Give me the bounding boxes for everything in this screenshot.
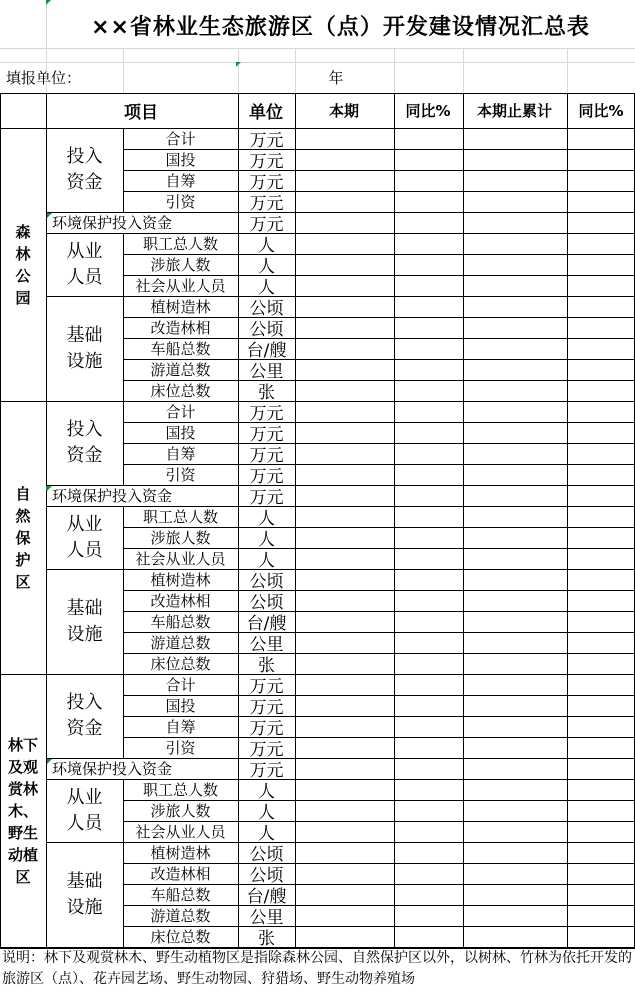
row-label: 游道总数 [150, 361, 211, 379]
column-border [567, 401, 568, 674]
row-unit: 人 [258, 782, 275, 802]
header-cumulative: 本期止累计 [476, 102, 552, 120]
row-label: 改造林相 [150, 319, 211, 337]
gridline [394, 48, 395, 93]
gridline [567, 48, 568, 93]
row-label: 植树造林 [150, 298, 211, 316]
header-unit: 单位 [249, 103, 283, 123]
row-label: 床位总数 [150, 382, 211, 400]
gridline [0, 48, 635, 49]
column-border [123, 401, 124, 485]
row-unit: 万元 [249, 761, 284, 781]
row-unit: 人 [258, 257, 275, 277]
cell-marker [47, 213, 52, 218]
row-unit: 台/艘 [246, 341, 287, 361]
group-infra [46, 569, 123, 674]
row-border [123, 527, 635, 528]
row-border [123, 926, 635, 927]
group-label-char: 从业 [66, 513, 103, 535]
row-unit: 人 [258, 530, 275, 550]
section-name-char: 动植 [7, 845, 38, 864]
row-label: 车船总数 [150, 886, 211, 904]
note-top-border [0, 948, 635, 949]
column-border [567, 128, 568, 401]
header-column-border [567, 93, 568, 128]
row-label: 国投 [165, 151, 196, 169]
section-name-char: 区 [15, 572, 31, 591]
group-label-char: 设施 [66, 623, 103, 645]
cell-marker [46, 486, 51, 491]
group-staff [46, 233, 123, 296]
group-label-char: 资金 [66, 718, 103, 739]
row-label-env: 环境保护投入资金 [52, 487, 173, 505]
row-border [123, 863, 635, 864]
row-unit: 万元 [249, 404, 284, 424]
row-border [123, 821, 635, 822]
row-unit: 台/艘 [246, 614, 287, 634]
row-label: 引资 [165, 193, 196, 211]
group-invest [46, 128, 123, 212]
gridline [295, 48, 296, 93]
row-label: 车船总数 [150, 613, 211, 631]
row-border [123, 338, 635, 339]
column-border [238, 128, 239, 401]
row-label: 改造林相 [150, 865, 211, 883]
row-border [123, 149, 635, 150]
row-unit: 人 [258, 551, 275, 571]
group-label-char: 资金 [66, 445, 103, 466]
row-border [123, 191, 635, 192]
column-border [394, 401, 395, 674]
row-label: 床位总数 [150, 928, 211, 946]
row-unit: 人 [258, 803, 275, 823]
header-column-border [46, 93, 47, 128]
group-infra [46, 296, 123, 401]
row-unit: 万元 [249, 131, 284, 151]
row-unit: 公里 [249, 908, 284, 928]
row-label-env: 环境保护投入资金 [52, 760, 173, 778]
column-border [0, 401, 1, 674]
row-border [123, 905, 635, 906]
section-name-char: 野生 [7, 823, 38, 842]
row-border [123, 359, 635, 360]
section-name-char: 及观 [7, 757, 38, 776]
row-unit: 万元 [249, 467, 284, 487]
row-label: 自筹 [165, 445, 196, 463]
column-border [46, 674, 47, 947]
group-label-char: 投入 [66, 419, 103, 440]
row-label: 社会从业人员 [135, 823, 226, 841]
header-column-border [295, 93, 296, 128]
cell-marker [236, 62, 241, 67]
group-label-char: 从业 [66, 240, 103, 262]
header-top-border [0, 93, 635, 94]
section-name [0, 401, 46, 674]
group-label-char: 投入 [66, 146, 103, 167]
group-label-char: 人员 [66, 266, 103, 288]
row-unit: 台/艘 [246, 887, 287, 907]
row-unit: 公里 [249, 635, 284, 655]
page-title: ××省林业生态旅游区（点）开发建设情况汇总表 [91, 14, 590, 40]
section-name [0, 674, 46, 947]
column-border [394, 128, 395, 401]
row-label: 社会从业人员 [135, 277, 226, 295]
row-border [123, 653, 635, 654]
row-unit: 公顷 [249, 866, 284, 886]
column-border [463, 674, 464, 947]
group-label-char: 人员 [66, 539, 103, 561]
section-name-char: 林下 [7, 735, 38, 754]
group-label-char: 设施 [66, 896, 103, 918]
section-name-char: 赏林 [7, 779, 38, 798]
year-label: 年 [328, 68, 344, 87]
gridline [46, 0, 47, 48]
header-yoy-2: 同比% [578, 102, 624, 120]
row-border [123, 443, 635, 444]
row-border [123, 380, 635, 381]
column-border [295, 674, 296, 947]
section-name-char: 森 [15, 222, 31, 241]
column-border [0, 128, 1, 401]
row-border [123, 884, 635, 885]
column-border [123, 674, 124, 758]
gridline [238, 48, 239, 93]
header-yoy-1: 同比% [405, 102, 451, 120]
row-label: 涉旅人数 [150, 256, 211, 274]
section-name-char: 保 [15, 528, 31, 547]
row-label: 车船总数 [150, 340, 211, 358]
column-border [238, 674, 239, 947]
row-label: 合计 [165, 130, 196, 148]
row-unit: 万元 [249, 719, 284, 739]
row-border [123, 695, 635, 696]
section-name [0, 128, 46, 401]
row-unit: 万元 [249, 425, 284, 445]
group-invest [46, 674, 123, 758]
row-unit: 公顷 [249, 845, 284, 865]
row-label: 职工总人数 [142, 781, 218, 799]
row-label: 自筹 [165, 172, 196, 190]
column-border [0, 674, 1, 947]
row-border [123, 254, 635, 255]
row-border [123, 317, 635, 318]
row-unit: 万元 [249, 740, 284, 760]
fill-unit-label: 填报单位： [6, 68, 82, 87]
section-name-char: 然 [15, 506, 31, 525]
header-item: 项目 [124, 103, 158, 123]
row-unit: 人 [258, 824, 275, 844]
row-label: 自筹 [165, 718, 196, 736]
row-unit: 万元 [249, 698, 284, 718]
row-label: 植树造林 [150, 571, 211, 589]
column-border [295, 128, 296, 401]
cell-marker [46, 0, 51, 5]
row-border [123, 800, 635, 801]
section-name-char: 木、 [7, 801, 38, 820]
column-border [463, 128, 464, 401]
row-label: 涉旅人数 [150, 529, 211, 547]
group-label-char: 从业 [66, 786, 103, 808]
column-border [46, 128, 47, 401]
group-infra [46, 842, 123, 947]
cell-marker [47, 759, 52, 764]
group-label-char: 资金 [66, 172, 103, 193]
row-label: 引资 [165, 466, 196, 484]
section-name-char: 护 [15, 550, 31, 569]
group-label-char: 人员 [66, 812, 103, 834]
row-label: 职工总人数 [142, 508, 218, 526]
row-unit: 张 [258, 383, 275, 403]
row-label: 床位总数 [150, 655, 211, 673]
header-column-border [238, 93, 239, 128]
row-label: 游道总数 [150, 907, 211, 925]
row-border [123, 548, 635, 549]
row-unit: 万元 [249, 152, 284, 172]
row-border [123, 422, 635, 423]
group-label-char: 基础 [66, 870, 103, 892]
row-border [123, 632, 635, 633]
row-border [123, 611, 635, 612]
row-label: 合计 [165, 676, 196, 694]
footnote: 说明：林下及观赏林木、野生动植物区是指除森林公园、自然保护区以外，以树林、竹林为依托开发的旅游区（点）、花卉园艺场、野生动物园、狩猎场、野生动物养殖场 [2, 950, 632, 987]
column-border [394, 674, 395, 947]
gridline [46, 48, 47, 93]
row-border [123, 716, 635, 717]
row-border [123, 170, 635, 171]
column-border [123, 779, 124, 947]
section-name-char: 区 [15, 867, 31, 886]
group-label-char: 基础 [66, 324, 103, 346]
row-unit: 人 [258, 509, 275, 529]
row-unit: 公顷 [249, 299, 284, 319]
row-border [123, 275, 635, 276]
row-unit: 万元 [249, 677, 284, 697]
row-label: 游道总数 [150, 634, 211, 652]
row-unit: 人 [258, 236, 275, 256]
row-label: 植树造林 [150, 844, 211, 862]
row-unit: 公顷 [249, 572, 284, 592]
row-label: 合计 [165, 403, 196, 421]
row-border [123, 590, 635, 591]
row-unit: 公里 [249, 362, 284, 382]
column-border [567, 674, 568, 947]
group-staff [46, 779, 123, 842]
row-label: 涉旅人数 [150, 802, 211, 820]
row-unit: 公顷 [249, 320, 284, 340]
row-label: 职工总人数 [142, 235, 218, 253]
row-unit: 万元 [249, 446, 284, 466]
row-border [123, 737, 635, 738]
section-name-char: 林 [15, 244, 31, 263]
section-name-char: 园 [15, 288, 31, 307]
group-label-char: 投入 [66, 692, 103, 713]
column-border [295, 401, 296, 674]
header-column-border [0, 93, 1, 128]
row-unit: 张 [258, 656, 275, 676]
row-unit: 万元 [249, 194, 284, 214]
group-staff [46, 506, 123, 569]
column-border [123, 128, 124, 212]
column-border [238, 401, 239, 674]
header-column-border [463, 93, 464, 128]
header-current: 本期 [328, 102, 359, 120]
section-name-char: 自 [15, 484, 31, 503]
gridline [123, 48, 124, 93]
row-unit: 公顷 [249, 593, 284, 613]
row-label: 国投 [165, 424, 196, 442]
row-unit: 万元 [249, 488, 284, 508]
row-unit: 张 [258, 929, 275, 949]
row-label: 国投 [165, 697, 196, 715]
row-label: 引资 [165, 739, 196, 757]
row-unit: 人 [258, 278, 275, 298]
gridline [463, 48, 464, 93]
group-invest [46, 401, 123, 485]
column-border [123, 233, 124, 401]
header-column-border [394, 93, 395, 128]
row-border [123, 464, 635, 465]
group-label-char: 设施 [66, 350, 103, 372]
row-label-env: 环境保护投入资金 [52, 214, 173, 232]
section-name-char: 公 [15, 266, 31, 285]
group-label-char: 基础 [66, 597, 103, 619]
row-label: 社会从业人员 [135, 550, 226, 568]
column-border [463, 401, 464, 674]
gridline [0, 62, 635, 63]
row-unit: 万元 [249, 215, 284, 235]
column-border [46, 401, 47, 674]
row-label: 改造林相 [150, 592, 211, 610]
column-border [123, 506, 124, 674]
row-unit: 万元 [249, 173, 284, 193]
